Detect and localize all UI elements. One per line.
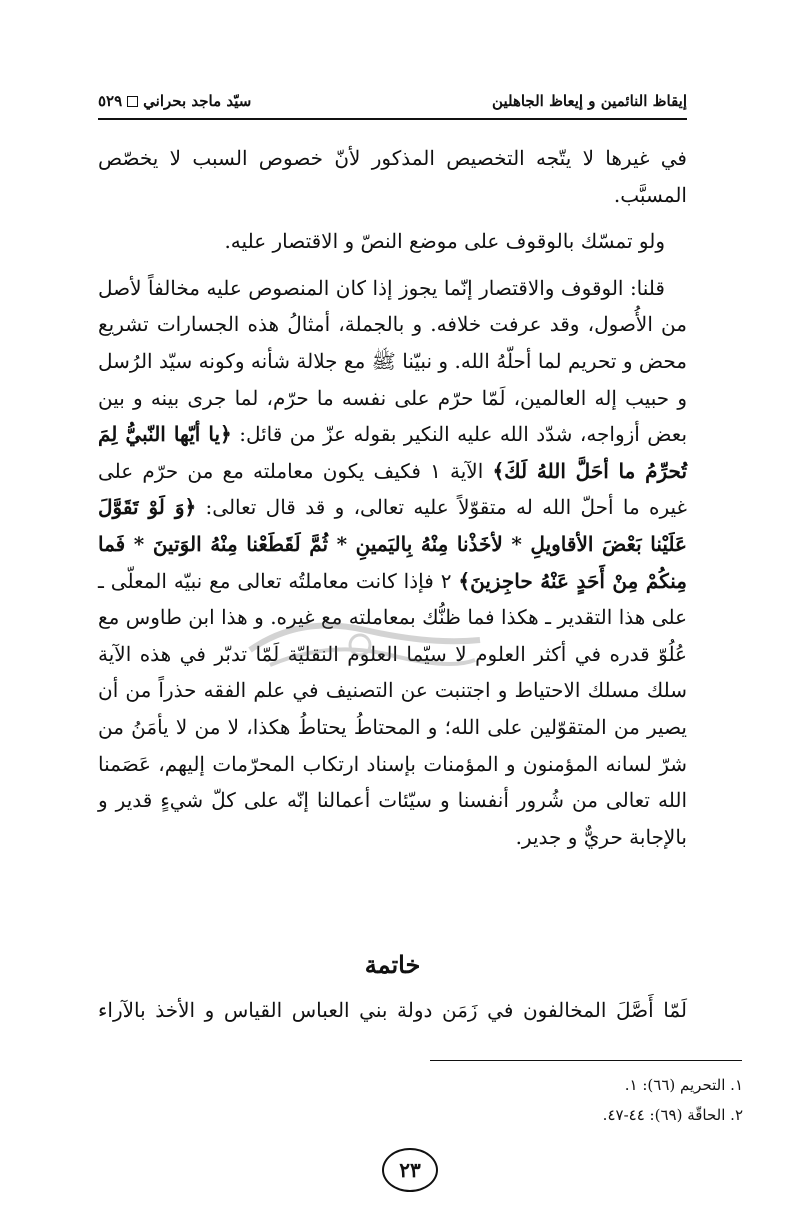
paragraph-3 [98,270,687,856]
header-rule [98,118,687,120]
header-page-number: ٥٢٩ [98,92,123,110]
paragraph-2: ولو تمسّك بالوقوف على موضع النصّ و الاقتصار عليه. [224,229,665,254]
library-watermark [240,610,490,680]
paragraph-1: في غيرها لا يتّجه التخصيص المذكور لأنّ خصوص السبب لا يخصّص المسبَّب. [98,146,687,207]
author-and-page [98,92,251,110]
page-number: ٢٣ [382,1148,438,1192]
running-header [98,88,687,114]
section-heading: خاتمة [364,950,421,979]
footnote-rule [430,1060,742,1061]
paragraph-3-continued: الآية ١ فكيف يكون معاملته مع من حرّم على غيره ما أحلّ الله له متقوّلاً عليه تعالى، و قد قال تعالى: [98,458,687,520]
footnote-1: ١. التحريم (٦٦): ١. [624,1076,743,1094]
paragraph-3-text: قلنا: الوقوف والاقتصار إنّما يجوز إذا كان المنصوص عليه مخالفاً لأصل من الأُصول، وقد عرفت خلافه. و بالجملة، أمثالُ هذه الجسارات تشريع محض و تحريم لما أحلّهُ الله. و نبيّنا ﷺ مع جلالة شأنه وكونه سيّد الرُسل و حبيب إله العالمين، لَمّا حرّم على نفسه ما حرّم، لما جرى بينه و بين بعض أزواجه، شدّد الله عليه النكير بقوله عزّ من قائل: [98,275,688,447]
author-name: سيّد ماجد بحراني [143,92,252,110]
square-separator-icon [127,96,138,107]
quran-verse-2: ﴿وَ لَوْ تَقَوَّلَ عَلَيْنا بَعْضَ الأقاويلِ * لأخَذْنا مِنْهُ بِاليَمينِ * ثُمَّ لَقَطَعْنا مِنْهُ الوَتينَ * فَما مِنكُمْ مِنْ أَحَدٍ عَنْهُ حاجِزينَ﴾ [98,495,688,593]
body-text [98,140,687,855]
section-first-line: لَمّا أَصَّلَ المخالفون في زَمَن دولة بني العباس القياس و الأخذ بالآراء [98,998,687,1022]
paragraph-3-end: ٢ فإذا كانت معاملتُه تعالى مع نبيّه المعلّى ـ على هذا التقدير ـ هكذا فما ظنُّك بمعاملته مع غيره. و هذا ابن طاوس مع عُلُوّ قدره في أكثر العلوم لا سيّما العلوم النقليّة لَمّا تدبّر في هذه الآية سلك مسلك الاحتياط و اجتنبت عن التصنيف في علم الفقه حذراً من أن يصير من المتقوّلين على الله؛ و المحتاطُ يحتاطُ هكذا، لا من لا يأمَنُ من شرّ لسانه المؤمنون و المؤمنات بإسناد ارتكاب المحرّمات إليهم، عَصَمنا الله تعالى من شُرور أنفسنا و سيّئات أعمالنا إنّه على كلّ شيءٍ قدير و بالإجابة حريٌّ و جدير. [98,568,687,849]
footnotes [603,1070,743,1130]
footnote-2: ٢. الحاقّة (٦٩): ٤٤-٤٧. [602,1106,743,1124]
book-title: إيقاظ النائمين و إيعاظ الجاهلين [492,92,687,110]
quran-verse-1: ﴿يا أيّها النّبيُّ لِمَ تُحرِّمُ ما أحَلَّ اللهُ لَكَ﴾ [98,422,688,483]
